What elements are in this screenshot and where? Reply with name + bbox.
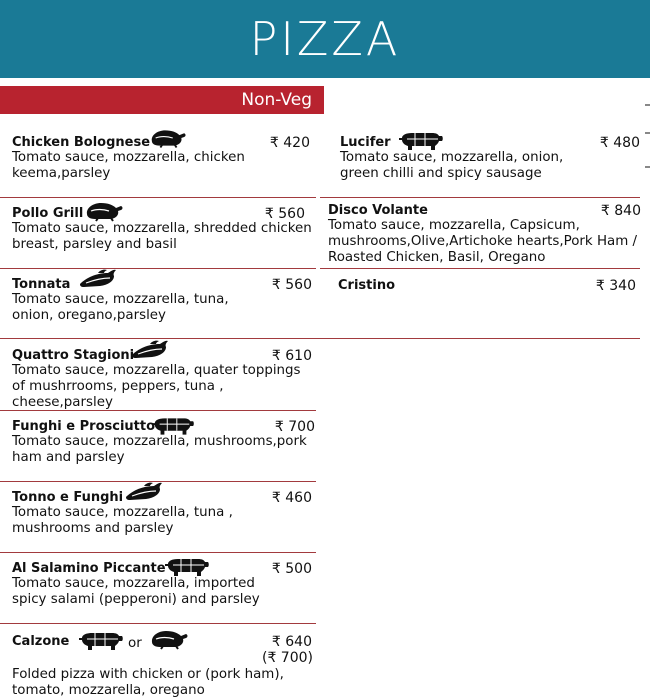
item-price: ₹ 560: [264, 206, 305, 222]
edge-mark: [645, 104, 650, 106]
menu-item: [328, 203, 643, 265]
menu-item: [12, 419, 315, 469]
divider: [0, 623, 316, 624]
item-description: Tomato sauce, mozzarella, onion, green chilli and spicy sausage: [340, 150, 564, 181]
menu-item: [12, 490, 312, 540]
item-description: Tomato sauce, mozzarella, Capsicum, mushrooms,Olive,Artichoke hearts,Pork Ham / Roasted Chicken, Basil, Oregano: [328, 218, 638, 265]
item-name: Al Salamino Piccante: [12, 561, 166, 576]
divider: [320, 197, 640, 198]
item-price: ₹ 560: [271, 277, 312, 293]
item-name: Calzone: [12, 634, 70, 649]
item-price-alt: (₹ 700): [261, 650, 313, 666]
item-name: Quattro Stagioni: [12, 348, 135, 363]
item-price: ₹ 500: [271, 561, 312, 577]
item-name: Cristino: [338, 278, 396, 293]
item-description: Tomato sauce, mozzarella, tuna, onion, oregano,parsley: [12, 292, 229, 323]
item-price: ₹ 840: [600, 203, 641, 219]
chicken-icon: [84, 200, 124, 222]
menu-item: [12, 634, 312, 698]
edge-mark: [645, 132, 650, 134]
fish-icon: [130, 339, 170, 361]
item-description: Tomato sauce, mozzarella, quater toppings of mushrrooms, peppers, tuna , cheese,parsley: [12, 363, 301, 410]
edge-mark: [645, 166, 650, 168]
item-description: Tomato sauce, mozzarella, mushrooms,pork ham and parsley: [12, 434, 307, 465]
item-price: ₹ 610: [271, 348, 312, 364]
divider: [0, 197, 316, 198]
divider: [0, 268, 316, 269]
item-name: Tonno e Funghi: [12, 490, 124, 505]
pig-icon: [398, 130, 444, 152]
item-name: Tonnata: [12, 277, 71, 292]
item-description: Tomato sauce, mozzarella, tuna , mushrooms and parsley: [12, 505, 233, 536]
menu-item: [12, 348, 312, 408]
item-price: ₹ 480: [599, 135, 640, 151]
item-name: Lucifer: [340, 135, 391, 150]
item-price: ₹ 640: [271, 634, 312, 650]
chicken-icon: [149, 628, 189, 650]
item-description: Tomato sauce, mozzarella, chicken keema,parsley: [12, 150, 245, 181]
item-name: Disco Volante: [328, 203, 428, 218]
divider: [0, 338, 640, 339]
menu-item: [12, 206, 312, 256]
menu-item: [12, 277, 312, 327]
menu-item: [340, 135, 640, 185]
item-name: Pollo Grill: [12, 206, 84, 221]
menu-item: [12, 135, 312, 185]
fish-icon: [124, 481, 164, 503]
item-name: Funghi e Prosciutto: [12, 419, 156, 434]
chicken-icon: [149, 127, 187, 149]
item-price: ₹ 420: [269, 135, 310, 151]
item-description: Tomato sauce, mozzarella, imported spicy salami (pepperoni) and parsley: [12, 576, 260, 607]
item-description: Tomato sauce, mozzarella, shredded chicken breast, parsley and basil: [12, 221, 312, 252]
pig-icon: [164, 556, 210, 578]
item-description: Folded pizza with chicken or (pork ham), tomato, mozzarella, oregano: [12, 667, 284, 698]
page-title: PIZZA: [249, 12, 401, 66]
menu-item: [12, 561, 312, 611]
item-name: Chicken Bolognese: [12, 135, 151, 150]
page-header: [0, 0, 650, 78]
section-label: Non-Veg: [241, 90, 312, 110]
divider: [0, 552, 316, 553]
section-bar: [0, 86, 324, 114]
pig-icon: [78, 630, 124, 652]
divider: [0, 410, 316, 411]
divider: [320, 268, 640, 269]
menu-item: [338, 278, 638, 298]
item-price: ₹ 460: [271, 490, 312, 506]
fish-icon: [78, 268, 118, 290]
item-price: ₹ 700: [274, 419, 315, 435]
or-text: or: [128, 635, 142, 651]
item-price: ₹ 340: [595, 278, 636, 294]
